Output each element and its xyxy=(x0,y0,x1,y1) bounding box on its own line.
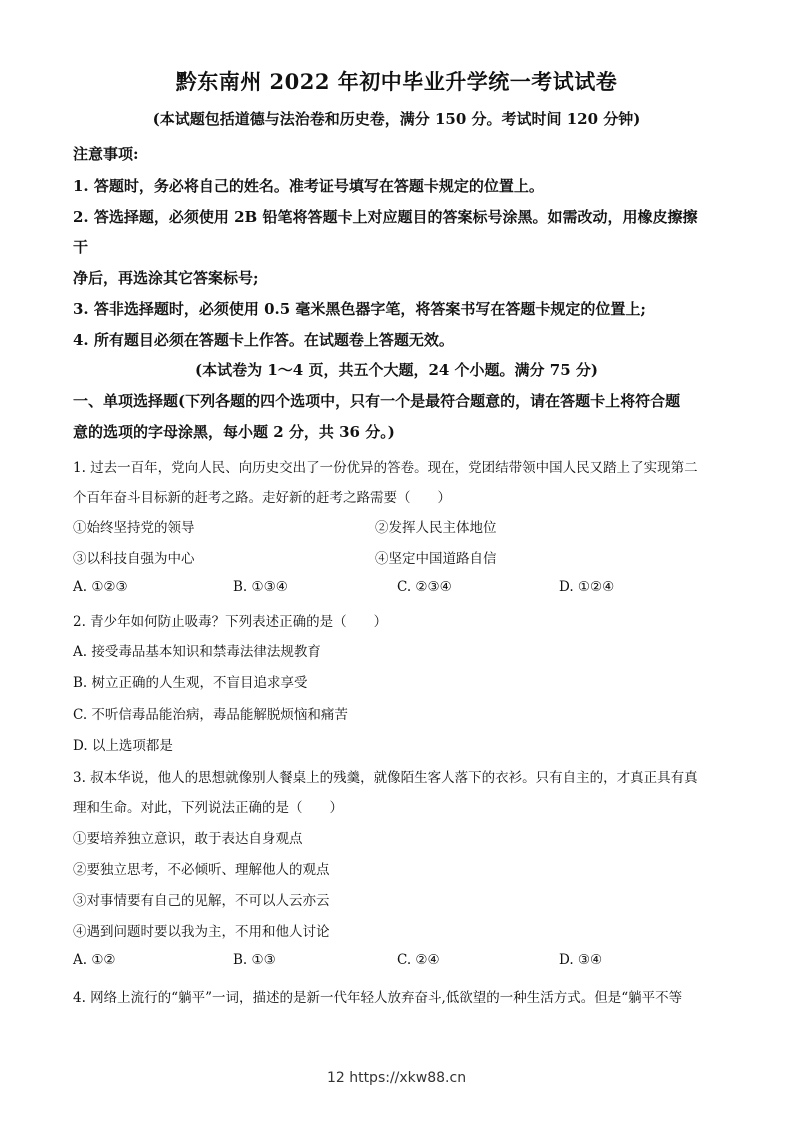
notice-item-1: 1. 答题时，务必将自己的姓名。准考证号填写在答题卡规定的位置上。 xyxy=(73,177,544,195)
q3-statement-2: ②要独立思考，不必倾听、理解他人的观点 xyxy=(73,862,330,878)
q1-option-b: B. ①③④ xyxy=(233,579,288,595)
q3-statement-1: ①要培养独立意识，敢于表达自身观点 xyxy=(73,831,303,847)
notice-item-2: 2. 答选择题，必须使用 2B 铅笔将答题卡上对应题目的答案标号涂黑。如需改动，用橡皮擦擦 xyxy=(73,208,698,226)
section-1-heading: 一、单项选择题(下列各题的四个选项中，只有一个是最符合题意的，请在答题卡上将符合题 xyxy=(73,392,681,410)
q2-option-b: B. 树立正确的人生观，不盲目追求享受 xyxy=(73,675,308,691)
q1-option-a: A. ①②③ xyxy=(73,579,128,595)
paper-info: (本试卷为 1～4 页，共五个大题，24 个小题。满分 75 分) xyxy=(195,361,598,379)
exam-subtitle: (本试题包括道德与法治卷和历史卷，满分 150 分。考试时间 120 分钟) xyxy=(152,110,641,128)
q1-statement-3: ③以科技自强为中心 xyxy=(73,551,195,567)
notice-item-2-wrap: 干 xyxy=(73,238,89,256)
q1-stem-cont: 个百年奋斗目标新的赶考之路。走好新的赶考之路需要（ ） xyxy=(73,490,451,506)
q1-stem: 1. 过去一百年，党向人民、向历史交出了一份优异的答卷。现在，党团结带领中国人民又踏上了实现第二 xyxy=(73,460,698,476)
q3-option-c: C. ②④ xyxy=(397,952,440,968)
section-1-heading-cont: 意的选项的字母涂黑，每小题 2 分，共 36 分。) xyxy=(73,423,395,441)
q2-option-c: C. 不听信毒品能治病，毒品能解脱烦恼和痛苦 xyxy=(73,707,348,723)
q3-statement-3: ③对事情要有自己的见解，不可以人云亦云 xyxy=(73,893,330,909)
q3-option-a: A. ①② xyxy=(73,952,116,968)
notice-item-4: 4. 所有题目必须在答题卡上作答。在试题卷上答题无效。 xyxy=(73,331,454,349)
q2-option-d: D. 以上选项都是 xyxy=(73,738,173,754)
notice-item-2-cont: 净后，再选涂其它答案标号; xyxy=(73,269,259,287)
q1-option-c: C. ②③④ xyxy=(397,579,452,595)
q3-option-d: D. ③④ xyxy=(559,952,603,968)
q3-statement-4: ④遇到问题时要以我为主，不用和他人讨论 xyxy=(73,924,330,940)
q2-option-a: A. 接受毒品基本知识和禁毒法律法规教育 xyxy=(73,644,321,660)
notice-item-3: 3. 答非选择题时，必须使用 0.5 毫米黑色器字笔，将答案书写在答题卡规定的位置上; xyxy=(73,300,646,318)
q1-option-d: D. ①②④ xyxy=(559,579,615,595)
q3-stem-cont: 理和生命。对此，下列说法正确的是（ ） xyxy=(73,800,343,816)
notice-heading: 注意事项: xyxy=(73,145,139,163)
page-footer: 12 https://xkw88.cn xyxy=(326,1070,467,1086)
q3-option-b: B. ①③ xyxy=(233,952,276,968)
q3-stem: 3. 叔本华说，他人的思想就像别人餐桌上的残羹，就像陌生客人落下的衣衫。只有自主的，才真正具有真 xyxy=(73,770,698,786)
q4-stem: 4. 网络上流行的“躺平”一词，描述的是新一代年轻人放弃奋斗,低欲望的一种生活方式。但是“躺平不等 xyxy=(73,990,683,1006)
q1-statement-2: ②发挥人民主体地位 xyxy=(375,520,497,536)
q1-statement-1: ①始终坚持党的领导 xyxy=(73,520,195,536)
q2-stem: 2. 青少年如何防止吸毒？下列表述正确的是（ ） xyxy=(73,614,388,630)
q1-statement-4: ④坚定中国道路自信 xyxy=(375,551,497,567)
exam-title: 黔东南州 2022 年初中毕业升学统一考试试卷 xyxy=(175,69,618,94)
